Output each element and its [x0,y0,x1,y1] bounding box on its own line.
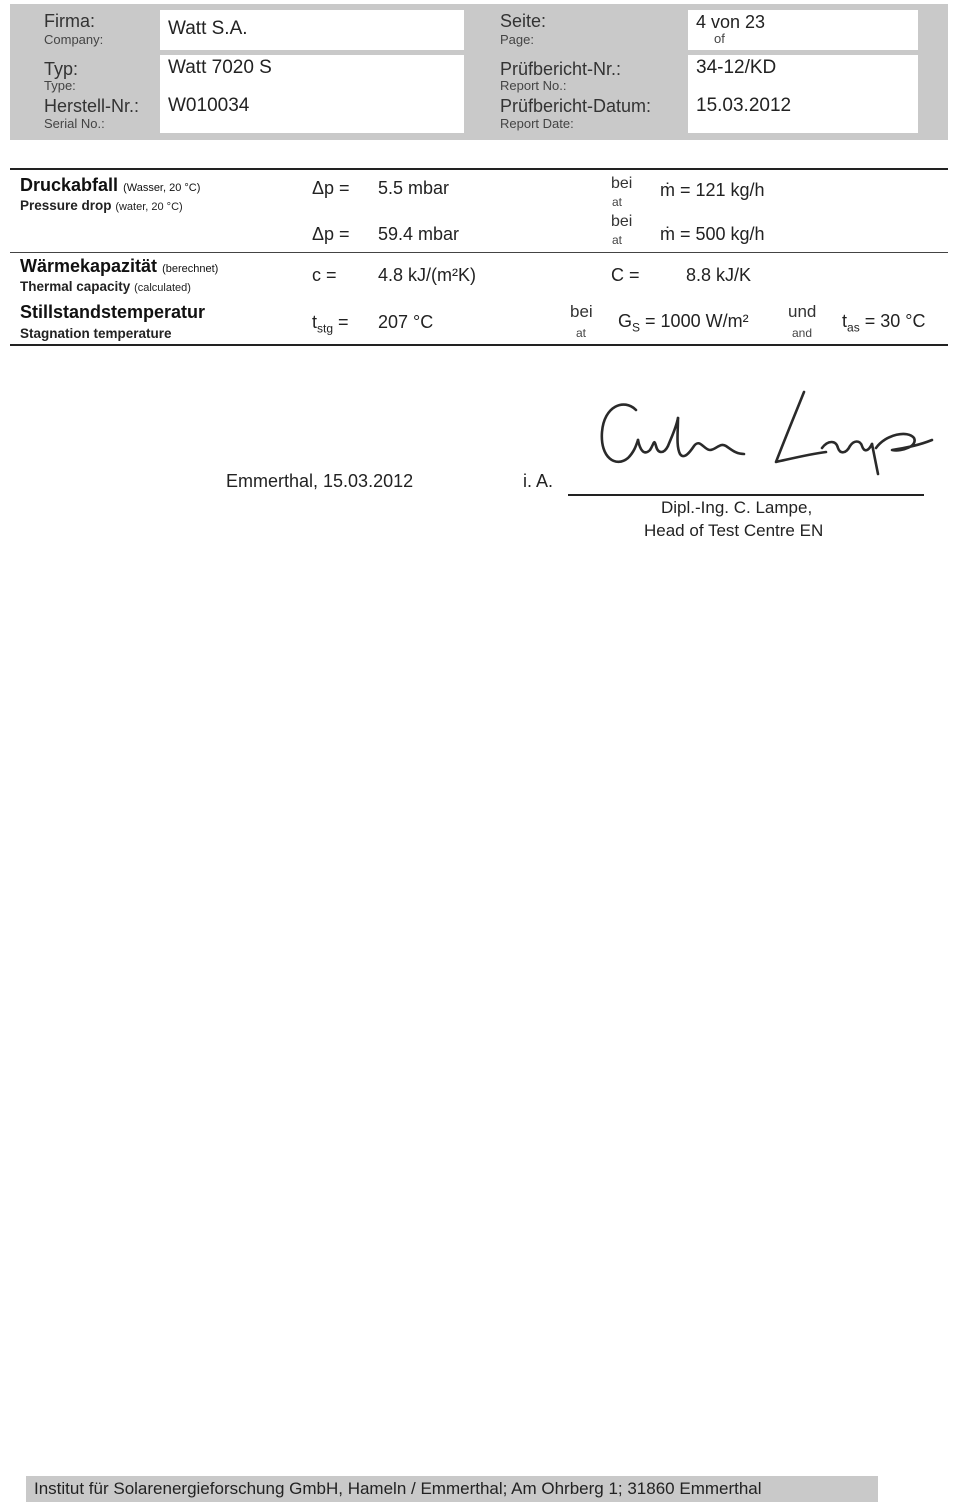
pressure-drop-at-en-2: at [612,233,623,247]
handwritten-signature [596,388,936,488]
type-value: Watt 7020 S [168,57,272,78]
signatory-name: Dipl.-Ing. C. Lampe, [661,498,813,517]
report-date-value: 15.03.2012 [696,95,792,116]
stagnation-temp-value: 207 °C [378,312,434,332]
pressure-drop-value-1: 5.5 mbar [378,178,450,198]
report-value-box [688,55,918,133]
pressure-drop-label: Druckabfall (Wasser, 20 °C) [20,175,201,195]
ambient-temp: $t_{as} = 30$ °C [842,311,926,335]
signatory-role: Head of Test Centre EN [644,521,824,540]
specific-capacity-symbol: c = [312,265,337,285]
page-label: Seite: [500,11,547,31]
institute-footer: Institut für Solarenergieforschung GmbH, Hameln / Emmerthal; Am Ohrberg 1; 31860 Emmerthal [26,1476,878,1502]
stagnation-and-en: and [792,326,813,340]
page-value: 4 von 23 [696,12,766,32]
stagnation-label-en: Stagnation temperature [20,326,172,341]
pressure-drop-at-2: bei [611,213,633,230]
stagnation-at-en: at [576,326,587,340]
stagnation-label: Stillstandstemperatur [20,302,206,322]
stagnation-at: bei [570,302,593,321]
type-serial-value-box [160,55,464,133]
type-label-en: Type: [44,78,76,93]
type-label: Typ: [44,59,79,79]
place-date: Emmerthal, 15.03.2012 [226,471,414,491]
pressure-drop-flow-1: ṁ = 121 kg/h [660,180,765,200]
report-no-label: Prüfbericht-Nr.: [500,59,622,79]
table-top-rule [10,168,948,170]
pressure-drop-value-2: 59.4 mbar [378,224,460,244]
stagnation-temp: $t_{stg}$ = [312,312,349,336]
total-capacity-symbol: C = [611,265,640,285]
pressure-drop-symbol-2: Δp = [312,224,350,244]
serial-label: Herstell-Nr.: [44,96,140,116]
pressure-drop-symbol-1: Δp = [312,178,350,198]
signature-line [568,494,924,496]
report-no-label-en: Report No.: [500,78,567,93]
table-bottom-rule [10,344,948,346]
specific-capacity-value: 4.8 kJ/(m²K) [378,265,477,285]
stagnation-and: und [788,302,817,321]
pressure-drop-at-en-1: at [612,195,623,209]
irradiance: $G_S = 1000$ W/m² [618,311,749,335]
serial-label-en: Serial No.: [44,116,105,131]
total-capacity-value: 8.8 kJ/K [686,265,752,285]
report-date-label-en: Report Date: [500,116,574,131]
on-behalf-abbrev: i. A. [523,471,554,491]
page-value-en: of [714,31,725,46]
report-no-value: 34-12/KD [696,57,777,78]
thermal-capacity-label-en: Thermal capacity (calculated) [20,279,191,294]
report-date-label: Prüfbericht-Datum: [500,96,652,116]
pressure-drop-at-1: bei [611,175,633,192]
page-label-en: Page: [500,32,534,47]
serial-value: W010034 [168,95,250,116]
table-row-rule-1 [10,252,948,253]
thermal-capacity-label: Wärmekapazität (berechnet) [20,256,219,276]
company-value-box [160,10,464,50]
pressure-drop-flow-2: ṁ = 500 kg/h [660,224,765,244]
pressure-drop-label-en: Pressure drop (water, 20 °C) [20,198,183,213]
page-value-box [688,10,918,50]
company-label: Firma: [44,11,95,31]
company-label-en: Company: [44,32,104,47]
company-value: Watt S.A. [168,18,248,39]
